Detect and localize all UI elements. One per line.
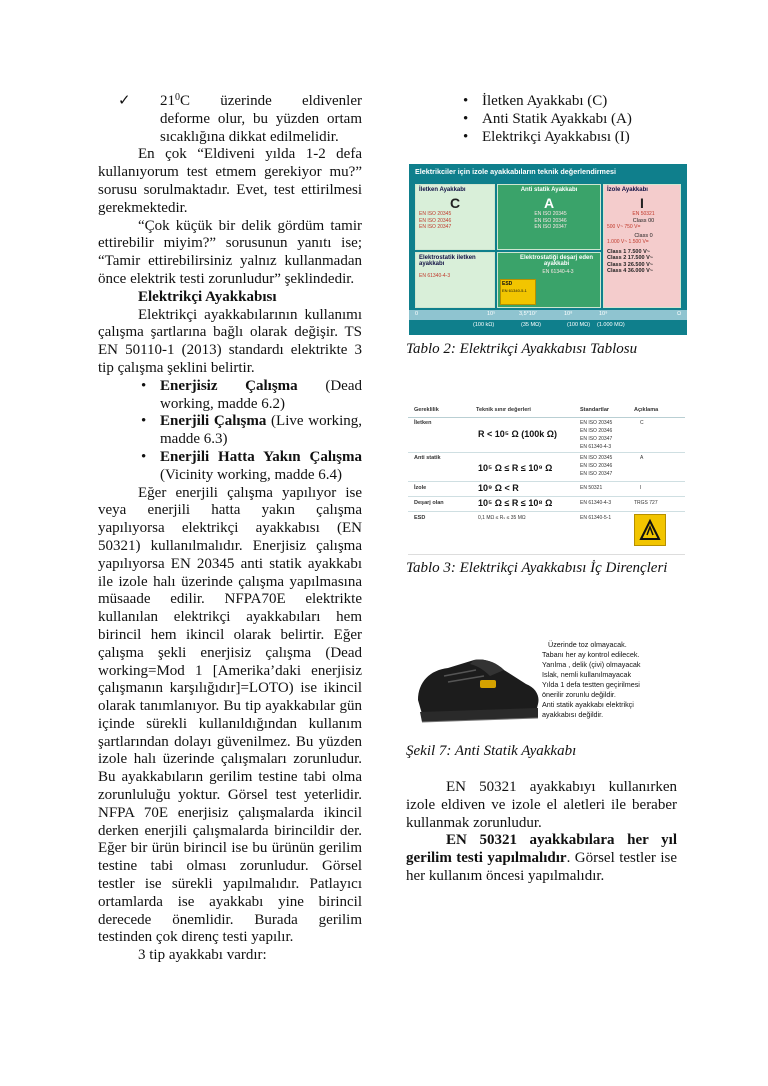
- section-heading: Elektrikçi Ayakkabısı: [138, 288, 277, 305]
- table-row: ESD 0,1 MΩ ≤ Rₛ ≤ 35 MΩ EN 61340-5-1: [408, 512, 685, 552]
- shoe-icon: [414, 640, 544, 735]
- list-item: • İletken Ayakkabı (C): [406, 93, 677, 111]
- figure-title: Elektrikciler için izole ayakkabıların teknik değerlendirmesi: [415, 167, 616, 176]
- caption-table-3: Tablo 3: Elektrikçi Ayakkabısı İç Dirençleri: [406, 560, 668, 576]
- table-row: Anti statik 10⁵ Ω ≤ R ≤ 10⁹ Ω EN ISO 20345 EN ISO 20346 EN ISO 20347 A: [408, 453, 685, 482]
- right-paragraphs: [406, 779, 677, 886]
- list-item: • Anti Statik Ayakkabı (A): [406, 111, 677, 129]
- caption-figure-7: Şekil 7: Anti Statik Ayakkabı: [406, 743, 577, 759]
- shoe-classification-figure: Elektrikciler için izole ayakkabıların teknik değerlendirmesi İletken Ayakkabı C EN ISO 20345 EN ISO 20346 EN ISO 20347 Anti statik Ayakkabı A EN ISO 20345 EN ISO 20346 EN ISO 20347 İzole Ayakkabı I EN 50321 Class 00 500 V~ 750 V= Class 0 1.000 V~ 1.500 V= Class 1 7.500 V~ Class 2 17.500 V~ Class 3 26.500 V~ Class 4 36.000 V~ Elektrostatik iletken ayakkabı EN 61340-4-3 Elektrostatiği deşarj eden ayakkabı EN 61340-4-3 ESD EN 61340-5-1 0 10⁵ 3,5*10⁷ 10⁸ 10⁹ Ω (100 kΩ) (35 MΩ) (100 MΩ) (1.000 MΩ): [409, 164, 687, 335]
- resistance-scale: 0 10⁵ 3,5*10⁷ 10⁸ 10⁹ Ω: [409, 310, 687, 320]
- paragraph-5: 3 tip ayakkabı vardır:: [138, 947, 267, 964]
- checkmark-icon: ✓: [118, 93, 131, 109]
- paragraph-1: En çok “Eldiveni yılda 1-2 defa kullanıyorum test etmem gerekiyor mu?” sorusu sorulmaktadır. Evet, test ettirilmesi gerekmektedir.: [98, 146, 362, 216]
- shoe-types-list: [406, 93, 677, 146]
- list-item: • Elektrikçi Ayakkabısı (I): [406, 129, 677, 147]
- esd-badge: ESD EN 61340-5-1: [500, 279, 536, 305]
- esd-warning-icon: [634, 514, 666, 546]
- table-header: Gereklilik Teknik sınır değerleri Standartlar Açıklama: [408, 404, 685, 418]
- antistatic-box: Anti statik Ayakkabı A EN ISO 20345 EN ISO 20346 EN ISO 20347: [497, 184, 601, 250]
- antistatic-shoe-figure: [414, 640, 687, 740]
- shoe-types-list-wrap: [406, 93, 677, 146]
- paragraph-6: EN 50321 ayakkabıyı kullanırken izole eldiven ve izole el aletleri ile beraber kullanmak zorunludur.: [406, 779, 677, 831]
- insulating-box: İzole Ayakkabı I EN 50321 Class 00 500 V~ 750 V= Class 0 1.000 V~ 1.500 V= Class 1 7.500 V~ Class 2 17.500 V~ Class 3 26.500 V~ Class 4 36.000 V~: [603, 184, 681, 308]
- caption-table-2: Tablo 2: Elektrikçi Ayakkabısı Tablosu: [406, 341, 638, 357]
- left-column: [98, 93, 362, 965]
- list-item: • Enerjili Hatta Yakın Çalışma (Vicinity working, madde 6.4): [98, 449, 362, 485]
- list-item: • Enerjisiz Çalışma (Dead working, madde 6.2): [98, 378, 362, 414]
- table-row: Deşarj olan 10⁵ Ω ≤ R ≤ 10⁸ Ω EN 61340-4-3 TRGS 727: [408, 497, 685, 512]
- shoe-usage-notes: Üzerinde toz olmayacak. Tabanı her ay kontrol edilecek. Yarılma , delik (çivi) olmayacak Islak, nemli kullanılmayacak Yılda 1 defa testten geçirilmesi önerilir zorunlu değildir. Anti statik ayakkabı elektrikçi ayakkabısı değildir.: [542, 640, 641, 719]
- resistance-table-figure: [408, 404, 685, 555]
- table-row: İletken R < 10⁵ Ω (100k Ω) EN ISO 20345 EN ISO 20346 EN ISO 20347 EN 61340-4-3 C: [408, 418, 685, 453]
- paragraph-7: EN 50321 ayakkabılara her yıl gerilim testi yapılmalıdır. Görsel testler ise her kullanım öncesi yapılmalıdır.: [406, 832, 677, 884]
- paragraph-2: “Çok küçük bir delik gördüm tamir ettirebilir miyim?” sorusunun yanıtı ise; “Tamir ettirebilirsiniz yalnız kullanmadan önce elektrik testi zorunludur” şeklindedir.: [98, 217, 362, 287]
- paragraph-3: Elektrikçi ayakkabılarının kullanımı çalışma şartlarına bağlı olarak değişir. TS EN 50110-1 (2013) standardı elektrikte 3 tip çalışma şeklini belirtir.: [98, 306, 362, 376]
- electrostatic-conductive-box: Elektrostatik iletken ayakkabı EN 61340-4-3: [415, 252, 495, 308]
- paragraph-4: Eğer enerjili çalışma yapılıyor ise veya enerjili hatta yakın çalışma yapılıyorsa elektrikçi ayakkabısı (EN 50321) kullanılmalıdır. Enerjisiz çalışma yapılıyorsa EN 20345 anti statik ayakkabı ile izole halı üzerinde çalışma yapılmasına müsaade edilir. NFPA70E elektrikte kullanılan elektrikçi ayakkabıları hem birincil hem ikincil olarak belirtir. Eğer çalışma şekli enerjisiz çalışma (Dead working=Mod 1 [Amerika’daki enerjisiz çalışmanın karşılığıdır]=LOTO) ise ikincil olarak tanımlanıyor. Bu tip ayakkabılar gün içinde sürekli kullanıldığından kullanım şartlarından dolayı güvenilmez. Bu yüzden izole halı üzerinde çalışmaları zorunludur. Bu ayakkabıların gerilim testine tabi olma zorunluluğu yoktur. Görsel test yeterlidir. NFPA 70E enerjisiz çalışmalarda ikincil derken enerjili çalışmalarda birincildir der. Eğer bir ürün birincil ise bu ürünün gerilim testine tabi olması zorunludur. Görsel testler ise sürekli yapılmalıdır. Patlayıcı ortamlarda ise ayakkabı yine birincil derecede önemlidir. Burada gerilim testinden çok direnç testi yapılır.: [98, 484, 362, 946]
- check-list-item: ✓ $21^0C$ üzerinde eldivenler deforme olur, bu yüzden ortam sıcaklığına dikkat edilmelidir.: [118, 92, 362, 145]
- work-type-list: [98, 378, 362, 485]
- conductive-box: İletken Ayakkabı C EN ISO 20345 EN ISO 20346 EN ISO 20347: [415, 184, 495, 250]
- dissipative-box: Elektrostatiği deşarj eden ayakkabı EN 61340-4-3 ESD EN 61340-5-1: [497, 252, 601, 308]
- table-row: İzole 10⁹ Ω < R EN 50321 I: [408, 482, 685, 497]
- list-item: • Enerjili Çalışma (Live working, madde 6.3): [98, 413, 362, 449]
